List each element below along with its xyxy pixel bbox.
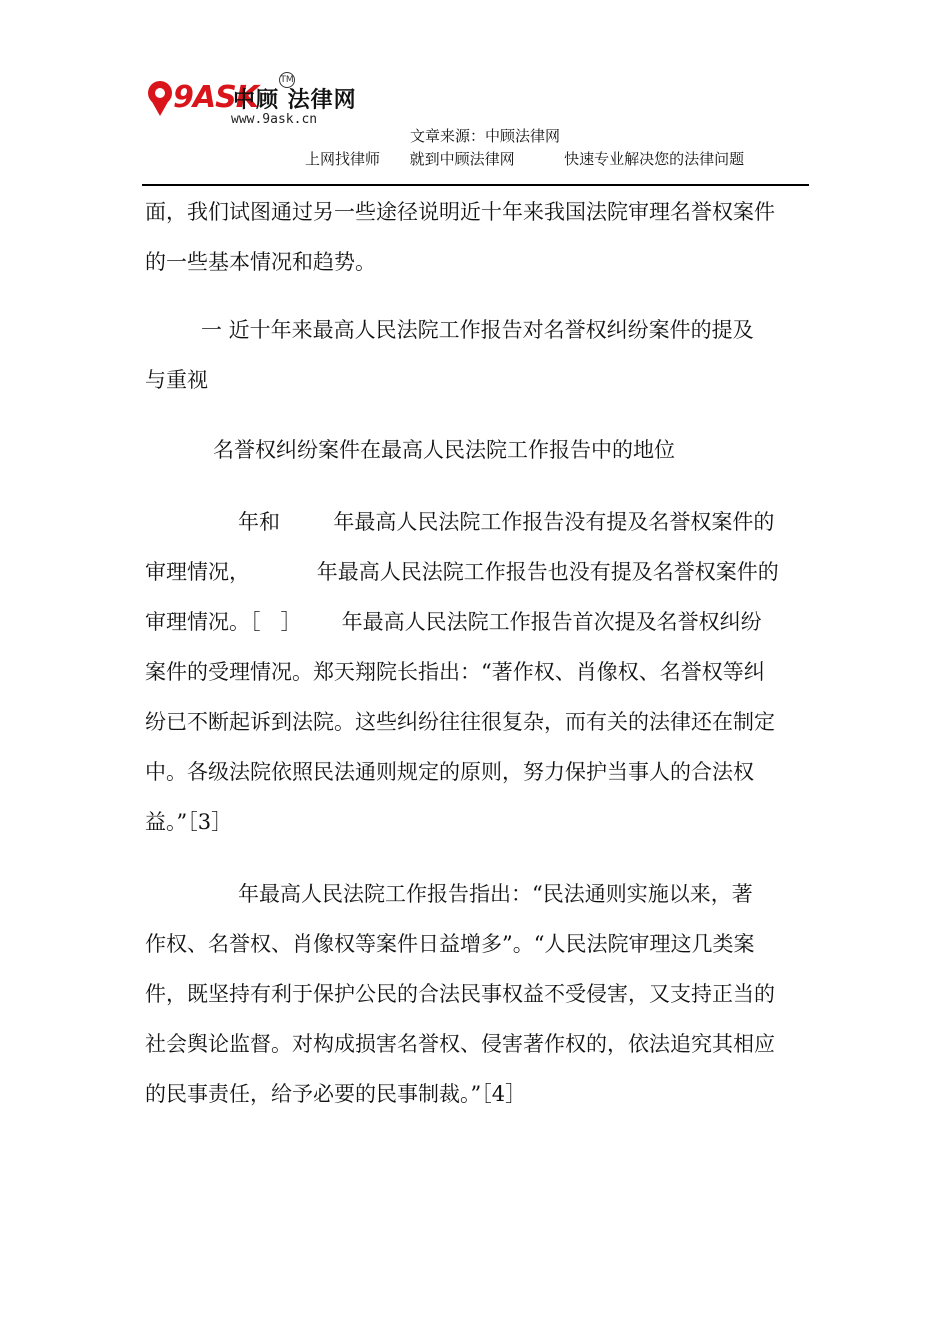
slogan-go-to-site: 就到中顾法律网 bbox=[409, 150, 515, 168]
paragraph-line: 作权、名誉权、肖像权等案件日益增多”。“人民法院审理这几类案 bbox=[145, 932, 755, 956]
article-body bbox=[145, 187, 810, 287]
logo-ask-text: 9ASK bbox=[173, 80, 258, 115]
header-divider bbox=[142, 184, 809, 186]
slogan-fast-solution: 快速专业解决您的法律问题 bbox=[564, 150, 745, 168]
paragraph bbox=[145, 497, 810, 847]
logo-url: www.9ask.cn bbox=[231, 112, 318, 127]
trademark-badge: TM bbox=[279, 72, 295, 88]
paragraph-line: 件，既坚持有利于保护公民的合法民事权益不受侵害，又支持正当的 bbox=[145, 982, 775, 1006]
article-source: 文章来源：中顾法律网 bbox=[410, 127, 561, 145]
paragraph-line: 社会舆论监督。对构成损害名誉权、侵害著作权的，依法追究其相应 bbox=[145, 1032, 775, 1056]
subsection-heading bbox=[145, 425, 810, 475]
paragraph-line: 年最高人民法院工作报告指出：“民法通则实施以来，著 bbox=[238, 882, 753, 906]
site-logo[interactable] bbox=[143, 72, 373, 132]
heading-line: 一 近十年来最高人民法院工作报告对名誉权纠纷案件的提及 bbox=[201, 318, 754, 342]
paragraph-line: 案件的受理情况。郑天翔院长指出：“著作权、肖像权、名誉权等纠 bbox=[145, 660, 765, 684]
slogan-find-lawyer: 上网找律师 bbox=[305, 150, 381, 168]
subheading-line: 名誉权纠纷案件在最高人民法院工作报告中的地位 bbox=[213, 438, 675, 462]
paragraph-line: 纷已不断起诉到法院。这些纠纷往往很复杂，而有关的法律还在制定 bbox=[145, 710, 775, 734]
paragraph-line: 面，我们试图通过另一些途径说明近十年来我国法院审理名誉权案件 bbox=[145, 200, 775, 224]
paragraph-line: 的一些基本情况和趋势。 bbox=[145, 250, 376, 274]
paragraph-line: 的民事责任，给予必要的民事制裁。”［4］ bbox=[145, 1082, 527, 1106]
paragraph bbox=[145, 869, 810, 1119]
header-slogan bbox=[305, 148, 744, 169]
paragraph-line: 益。”［3］ bbox=[145, 810, 233, 834]
paragraph-line: 审理情况。［ ］ 年最高人民法院工作报告首次提及名誉权纠纷 bbox=[145, 610, 762, 634]
paragraph-line: 年和 年最高人民法院工作报告没有提及名誉权案件的 bbox=[238, 510, 775, 534]
paragraph-line: 审理情况， 年最高人民法院工作报告也没有提及名誉权案件的 bbox=[145, 560, 779, 584]
logo-chinese-text: 中顾 法律网 bbox=[233, 88, 357, 113]
paragraph-line: 中。各级法院依照民法通则规定的原则，努力保护当事人的合法权 bbox=[145, 760, 754, 784]
section-heading bbox=[145, 305, 810, 405]
heading-line: 与重视 bbox=[145, 368, 208, 392]
